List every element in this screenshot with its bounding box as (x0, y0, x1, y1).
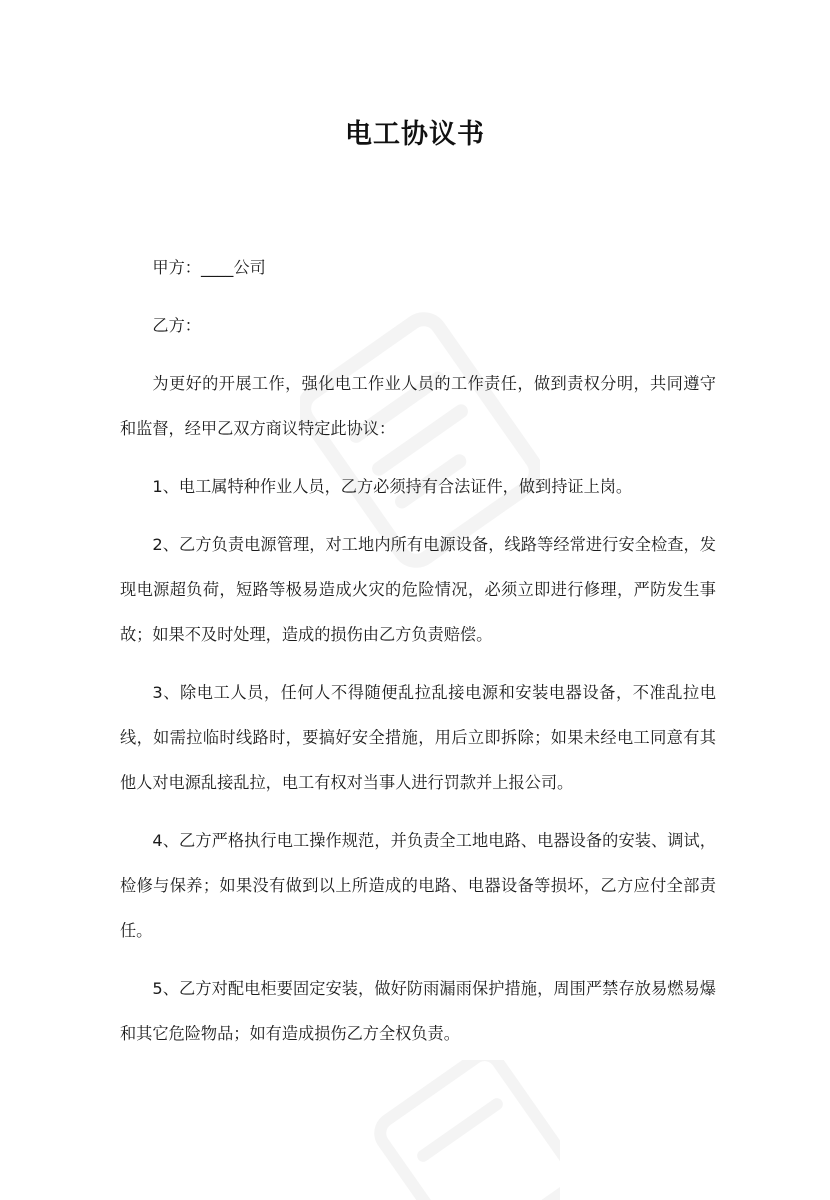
clause-2: 2、乙方负责电源管理，对工地内所有电源设备，线路等经常进行安全检查，发现电源超负荷，短路等极易造成火灾的危险情况，必须立即进行修理，严防发生事故；如果不及时处理，造成的损伤由乙方负责赔偿。 (120, 535, 716, 644)
document-title: 电工协议书 (345, 119, 485, 150)
watermark-shape-bottom (360, 1060, 560, 1200)
watermark-graphic-bottom (360, 1060, 560, 1200)
clause-5: 5、乙方对配电柜要固定安装，做好防雨漏雨保护措施，周围严禁存放易燃易爆和其它危险物品；如有造成损伤乙方全权负责。 (120, 979, 716, 1043)
clause-1: 1、电工属特种作业人员，乙方必须持有合法证件，做到持证上岗。 (152, 477, 633, 496)
clause-4: 4、乙方严格执行电工操作规范，并负责全工地电路、电器设备的安装、调试，检修与保养；如果没有做到以上所造成的电路、电器设备等损坏，乙方应付全部责任。 (120, 831, 716, 940)
clause-3: 3、除电工人员，任何人不得随便乱拉乱接电源和安装电器设备，不准乱拉电线，如需拉临时线路时，要搞好安全措施，用后立即拆除；如果未经电工同意有其他人对电源乱接乱拉，电工有权对当事人进行罚款并上报公司。 (120, 683, 716, 792)
party-a-line: 甲方：____公司 (152, 258, 266, 277)
document-body (120, 245, 716, 1056)
party-b-line: 乙方： (152, 316, 201, 335)
intro-paragraph: 为更好的开展工作，强化电工作业人员的工作责任，做到责权分明，共同遵守和监督，经甲乙双方商议特定此协议： (120, 374, 716, 438)
